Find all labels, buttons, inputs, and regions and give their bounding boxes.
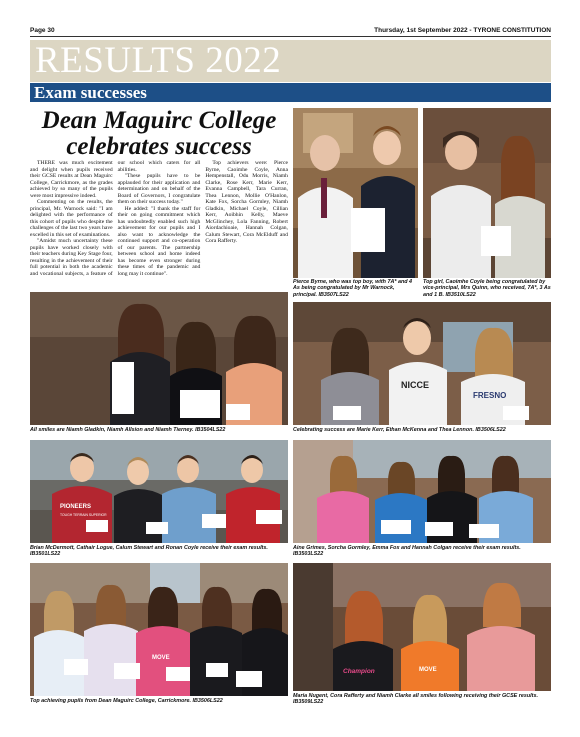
photo-caoimhe-coyle: [423, 108, 551, 278]
photo-illustration: [30, 563, 288, 696]
photo-illustration: [293, 563, 551, 691]
shirt-text: Champion: [343, 668, 375, 675]
article-headline: [30, 108, 288, 160]
photo-illustration: [30, 440, 288, 543]
photo-caption: All smiles are Niamh Gladkin, Niamh Allsion and Niamh Tierney. IB3504LS22: [30, 427, 226, 433]
photo-caption: Top girl, Caoimhe Coyle being congratulated by vice-principal, Mrs Quinn, who received, 7A*, 3 As and 1 B. IB3510LS22: [423, 279, 551, 298]
photo-top-achievers: [30, 563, 288, 696]
photo-pierce-byrne: [293, 108, 418, 278]
subsection-title: Exam successes: [34, 83, 147, 102]
subsection-banner: [30, 83, 551, 102]
shirt-text: NICCE: [401, 380, 430, 390]
photo-four-girls: [293, 440, 551, 543]
page-number: Page 30: [30, 27, 55, 34]
photo-caption: Aine Grimes, Sorcha Gormley, Emma Fox and Hannah Colgan receive their exam results. IB3503LS22: [293, 545, 521, 558]
photo-caption: Brian McDermott, Cathair Logue, Calum Stewart and Ronan Coyle receive their exam results. IB3501LS22: [30, 545, 268, 558]
article-body: [30, 160, 288, 286]
photo-caption: Pierce Byrne, who was top boy, with 7A* and 4 As being congratulated by Mr Warnock, principal. IB3507LS22: [293, 279, 413, 298]
article-paragraph: Commenting on the results, the principal, Mr. Warnock said: "I am delighted with the performance of this cohort of pupils who despite the challenges of the last two years have excelled in this set of examinations.: [30, 199, 113, 238]
headline-line-2: celebrates success: [66, 133, 252, 160]
photo-illustration: [293, 108, 418, 278]
headline-line-1: Dean Maguirc College: [41, 107, 277, 134]
shirt-text: TOUGH TERRAIN SUPERIOR: [60, 513, 107, 517]
photo-marie-ethan-thea: [293, 302, 551, 425]
article-paragraph: He added: "I thank the staff for their on going commitment which has undoubtedly enabled such high achievement for our pupils and I also want to acknowledge the continued support and co-operation of our parents. The partnership between school and home indeed has become even stronger during these times of the pandemic and long may it continue".: [117, 205, 201, 277]
photo-illustration: [423, 108, 551, 278]
shirt-text: PIONEERS: [60, 504, 92, 510]
shirt-text: FRESNO: [473, 391, 507, 400]
photo-illustration: [293, 302, 551, 425]
photo-caption: Top achieving pupils from Dean Maguirc College, Carrickmore. IB3506LS22: [30, 698, 223, 704]
photo-caption: Celebrating success are Marie Kerr, Ethan McKenna and Thea Lennon. IB3506LS22: [293, 427, 506, 433]
photo-illustration: [30, 292, 288, 425]
photo-four-boys: [30, 440, 288, 543]
shirt-text: MOVE: [419, 667, 437, 673]
article-paragraph: THERE was much excitement and delight when pupils received their GCSE results at Dean Maguirc College, Carrickmore, as the grades achieved by so many of the pupils were most impressive indeed.: [30, 160, 113, 199]
article-paragraph: Top achievers were: Pierce Byrne, Caoimhe Coyle, Anna Hempenstall, Odu Morris, Niamh Clarke, Rose Kerr, Marie Kerr, Evanna Campbell, Tara Curran, Thea Lennon, Mollie O'Hanlon, Kate Fox, Sorcha Gormley, Niamh Gladkin, Michael Coyle, Cillian Kerr, Aoibhin Kelly, Maeve McGlinchey, Lola Fanning, Robert Aiordachioaie, Hannah Colgan, Calum Stewart, Cora McElduff and Cora Rafferty.: [205, 160, 288, 244]
header-rule: [30, 36, 551, 37]
photo-maria-cora-niamh: [293, 563, 551, 691]
photo-three-niamhs: [30, 292, 288, 425]
photo-illustration: [293, 440, 551, 543]
article-paragraph: "These pupils have to be applauded for their application and determination and on behalf of the Board of Governors, I congratulate them on their success today.": [117, 173, 201, 205]
section-title: RESULTS 2022: [35, 40, 282, 81]
shirt-text: MOVE: [152, 655, 170, 661]
article-paragraph: "Amidst much uncertainty these pupils have worked closely with their teachers during Key Stage four, resulting in the achievement of their full potential in both the academic and vocational subjects, a feature of our school which caters for all abilities.: [30, 160, 201, 277]
section-banner: [30, 40, 551, 82]
photo-caption: Maria Nugent, Cora Rafferty and Niamh Clarke all smiles following receiving their GCSE results. IB3509LS22: [293, 693, 538, 706]
issue-date-line: Thursday, 1st September 2022 - TYRONE CONSTITUTION: [374, 27, 551, 34]
